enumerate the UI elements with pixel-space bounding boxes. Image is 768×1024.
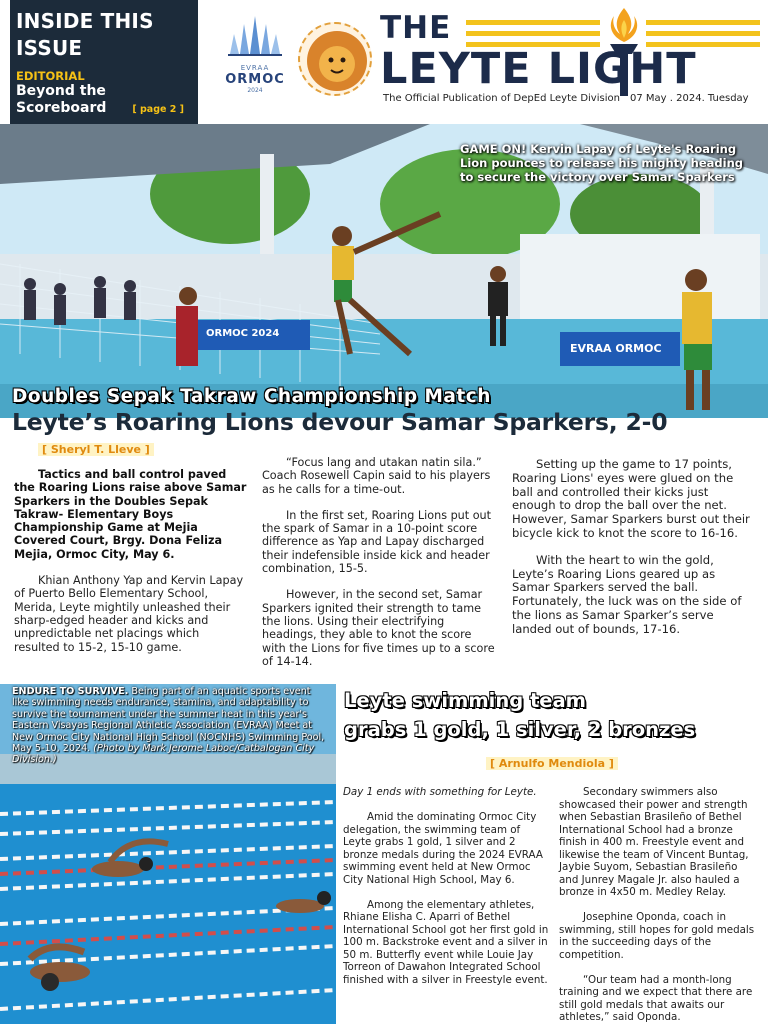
article1-paragraph: Tactics and ball control paved the Roaring Lions raise above Samar Sparkers in the Doubles Sepak Takraw- Elementary Boys Championship Game at Mejia Covered Court, Brgy. Dona Feliza Mejia, Ormoc City, May 6. bbox=[14, 468, 247, 561]
roaring-lions-logo bbox=[298, 22, 372, 96]
evraa-building-icon bbox=[222, 14, 288, 58]
article2-headline-line2: grabs 1 gold, 1 silver, 2 bronzes bbox=[344, 718, 696, 741]
swimming-caption-credit: (Photo by Mark Jerome Laboc/Catbalogan City Division.) bbox=[12, 743, 315, 766]
sidebar-item-editorial[interactable] bbox=[16, 70, 192, 117]
article2-paragraph: Amid the dominating Ormoc City delegation, the swimming team of Leyte grabs 1 gold, 1 silver and 2 bronze medals during the 2024 EVRAA swimming event held at New Ormoc City National High School, May 6. bbox=[343, 811, 543, 886]
hero-caption-text: Kervin Lapay of Leyte's Roaring Lion pounces to release his mighty heading to secure the victory over Samar Sparkers bbox=[460, 142, 744, 184]
lion-icon bbox=[300, 24, 372, 96]
year-label: 2024 bbox=[247, 87, 263, 94]
sidebar-item-page: [ page 2 ] bbox=[132, 104, 184, 115]
article1-byline: [ Sheryl T. Lleve ] bbox=[38, 443, 154, 456]
hero-caption-lead: GAME ON! bbox=[460, 142, 527, 156]
article2-paragraph: “Our team had a month-long training and we expect that there are still gold medals that awaits our athletes,” said Oponda. bbox=[559, 973, 753, 1023]
article1-column-2 bbox=[262, 456, 498, 681]
article2-paragraph: Josephine Oponda, coach in swimming, still hopes for gold medals in the succeeding days of the competition. bbox=[559, 911, 755, 961]
article2-column-2 bbox=[559, 786, 759, 1024]
masthead-the: THE bbox=[380, 10, 452, 46]
article2-headline-line1: Leyte swimming team bbox=[344, 689, 586, 712]
sidebar-item-title: Beyond the Scoreboard bbox=[16, 83, 107, 116]
evraa-label: EVRAA bbox=[240, 64, 270, 72]
swimming-photo-caption bbox=[12, 686, 328, 766]
article1-paragraph: “Focus lang and utakan natin sila.” Coach Rosewell Capin said to his players as he calls for a time-out. bbox=[262, 456, 491, 496]
article1-paragraph: With the heart to win the gold, Leyte’s Roaring Lions geared up as Samar Sparkers served the ball. Fortunately, the luck was on the side of the lions as Samar Sparker’s serve landed out of bounds, 17-16. bbox=[512, 552, 742, 636]
article2-paragraph: Among the elementary athletes, Rhiane Elisha C. Aparri of Bethel International School got her first gold in 100 m. Backstroke event and a silver in 50 m. Butterfly event while Louie Jay Torreon of Dawahon Integrated School finished with a silver in Freestyle event. bbox=[343, 898, 549, 986]
banner-evraa-ormoc: EVRAA ORMOC bbox=[570, 342, 662, 355]
article1-paragraph: Setting up the game to 17 points, Roaring Lions' eyes were glued on the ball and controlled their kicks just enough to drop the ball over the net. However, Samar Sparkers burst out their bicycle kick to knot the score to 16-16. bbox=[512, 457, 750, 540]
swimming-caption-text: Being part of an aquatic sports event like swimming needs endurance, stamina, and adaptability to survive the tournament under the summer heat in this year's Eastern Visayas Regional Athletic Association (EVRAA) Meet at New Ormoc City National High School (NOCNHS) Swimming Pool, May 5-10, 2024. bbox=[12, 686, 325, 755]
article1-kicker: Doubles Sepak Takraw Championship Match bbox=[12, 386, 491, 407]
sidebar-item-category: EDITORIAL bbox=[16, 69, 85, 83]
inside-this-issue-heading: INSIDE THIS ISSUE bbox=[16, 9, 154, 60]
swimming-caption-lead: ENDURE TO SURVIVE. bbox=[12, 686, 129, 697]
article1-column-1 bbox=[14, 468, 248, 667]
masthead-subtitle: The Official Publication of DepEd Leyte Division bbox=[383, 93, 620, 104]
article2-paragraph: Secondary swimmers also showcased their power and strength when Sebastian Brasileño of Bethel International School had a bronze finish in 400 m. Freestyle event and likewise the team of Vincent Buntag, Jaybie Suyom, Sebastian Brasileño and Junrey Magale Jr. also hauled a bronze in 4x50 m. Medley Relay. bbox=[559, 786, 749, 898]
article2-byline: [ Arnulfo Mendiola ] bbox=[486, 757, 618, 770]
issue-date: 07 May . 2024. Tuesday bbox=[630, 93, 749, 104]
article2-intro: Day 1 ends with something for Leyte. bbox=[343, 786, 537, 798]
article1-paragraph: However, in the second set, Samar Sparkers ignited their strength to tame the lions. Using their electrifying headings, they able to knot the score with the Lions for five times up to a score of 14-14. bbox=[262, 588, 495, 668]
hero-caption bbox=[460, 142, 760, 184]
article1-column-3 bbox=[512, 458, 750, 650]
masthead-name: LEYTE LIGHT bbox=[380, 44, 697, 94]
evraa-ormoc-logo bbox=[222, 14, 288, 104]
article1-paragraph: In the first set, Roaring Lions put out the spark of Samar in a 10-point score difference as Yap and Lapay discharged their indefensible inside kick and header combination, 15-5. bbox=[262, 508, 492, 576]
article1-paragraph: Khian Anthony Yap and Kervin Lapay of Puerto Bello Elementary School, Merida, Leyte mightily unleashed their sharp-edged header and kicks and unpredictable net placings which resulted to 15-2, 15-10 game. bbox=[14, 574, 244, 654]
article1-headline: Leyte’s Roaring Lions devour Samar Sparkers, 2-0 bbox=[12, 408, 668, 436]
banner-ormoc-2024: ORMOC 2024 bbox=[206, 328, 280, 339]
article2-column-1 bbox=[343, 786, 551, 999]
ormoc-label: ORMOC bbox=[225, 72, 285, 87]
